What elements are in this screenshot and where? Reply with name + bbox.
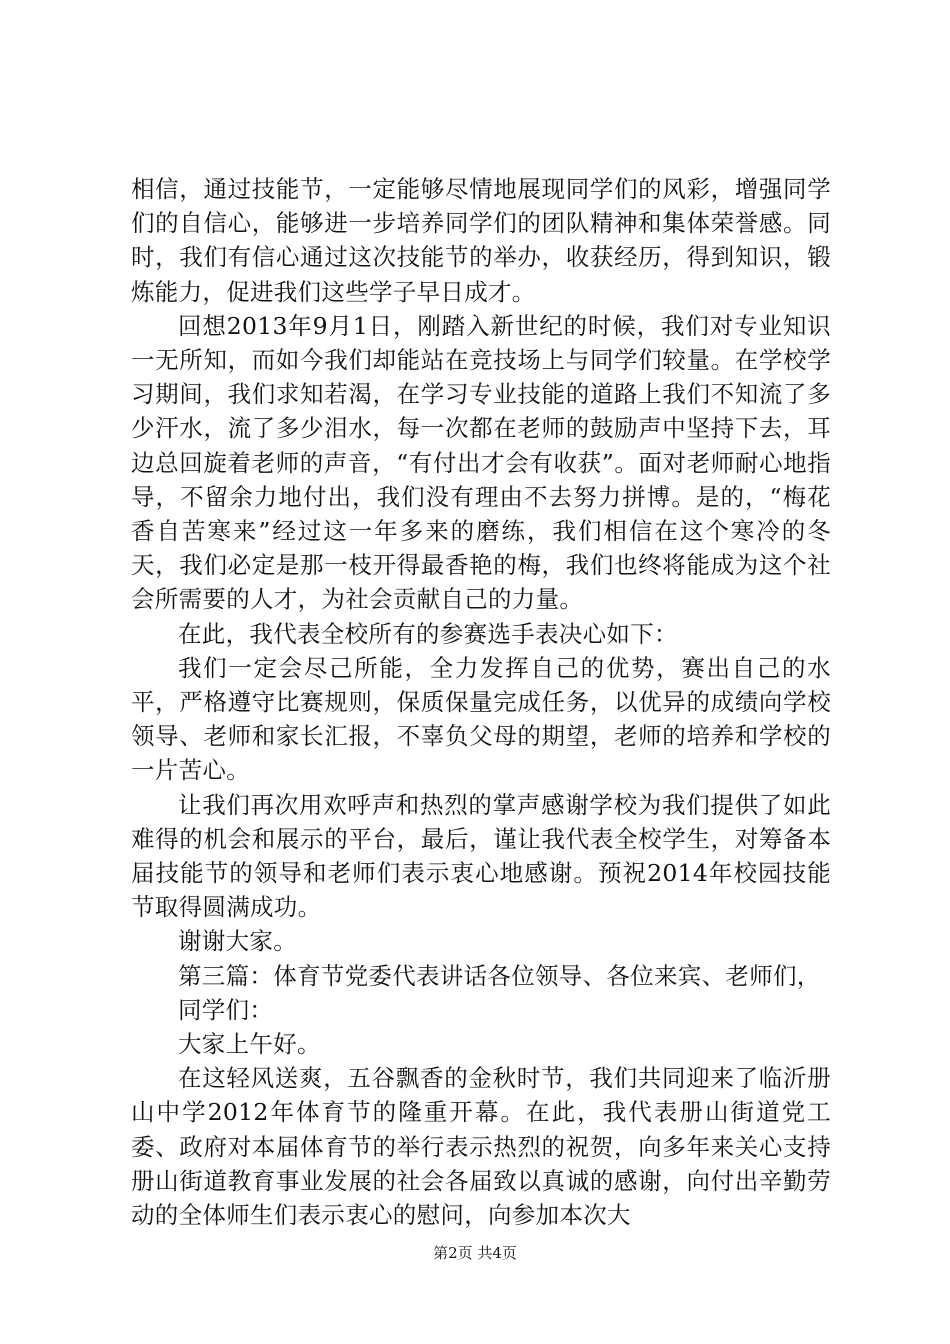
paragraph-3: 在此，我代表全校所有的参赛选手表决心如下： — [178, 619, 678, 648]
paragraph-2: 回想2013年9月1日，刚踏入新世纪的时候，我们对专业知识一无所知，而如今我们却能站在竞技场上与同学们较量。在学校学习期间，我们求知若渴，在学习专业技能的道路上我们不知流了多少汗水，流了多少泪水，每一次都在老师的鼓励声中坚持下去，耳边总回旋着老师的声音，“有付出才会有收获”。面对老师耐心地指导，不留余力地付出，我们没有理由不去努力拼博。是的，“梅花香自苦寒来”经过这一年多来的磨练，我们相信在这个寒冷的冬天，我们必定是那一枝开得最香艳的梅，我们也终将能成为这个社会所需要的人才，为社会贡献自己的力量。 — [131, 311, 831, 614]
paragraph-7-section-heading: 第三篇：体育节党委代表讲话各位领导、各位来宾、老师们， — [178, 961, 821, 990]
paragraph-5: 让我们再次用欢呼声和热烈的掌声感谢学校为我们提供了如此难得的机会和展示的平台，最后，谨让我代表全校学生，对筹备本届技能节的领导和老师们表示衷心地感谢。预祝2014年校园技能节取得圆满成功。 — [131, 790, 831, 922]
paragraph-9: 大家上午好。 — [178, 1030, 321, 1059]
paragraph-1: 相信，通过技能节，一定能够尽情地展现同学们的风彩，增强同学们的自信心，能够进一步培养同学们的团队精神和集体荣誉感。同时，我们有信心通过这次技能节的举办，收获经历，得到知识，锻炼能力，促进我们这些学子早日成才。 — [131, 175, 831, 306]
paragraph-6: 谢谢大家。 — [178, 927, 297, 956]
page-footer — [0, 1243, 950, 1263]
paragraph-10: 在这轻风送爽，五谷飘香的金秋时节，我们共同迎来了临沂册山中学2012年体育节的隆重开幕。在此，我代表册山街道党工委、政府对本届体育节的举行表示热烈的祝贺，向多年来关心支持册山街道教育事业发展的社会各届致以真诚的感谢，向付出辛勤劳动的全体师生们表示衷心的慰问，向参加本次大 — [131, 1064, 831, 1230]
page-number-label: 第2页 共4页 — [433, 1244, 517, 1262]
paragraph-4: 我们一定会尽己所能，全力发挥自己的优势，赛出自己的水平，严格遵守比赛规则，保质保量完成任务，以优异的成绩向学校领导、老师和家长汇报，不辜负父母的期望，老师的培养和学校的一片苦心。 — [131, 653, 831, 785]
document-body — [131, 172, 831, 1232]
paragraph-8: 同学们： — [178, 995, 274, 1024]
